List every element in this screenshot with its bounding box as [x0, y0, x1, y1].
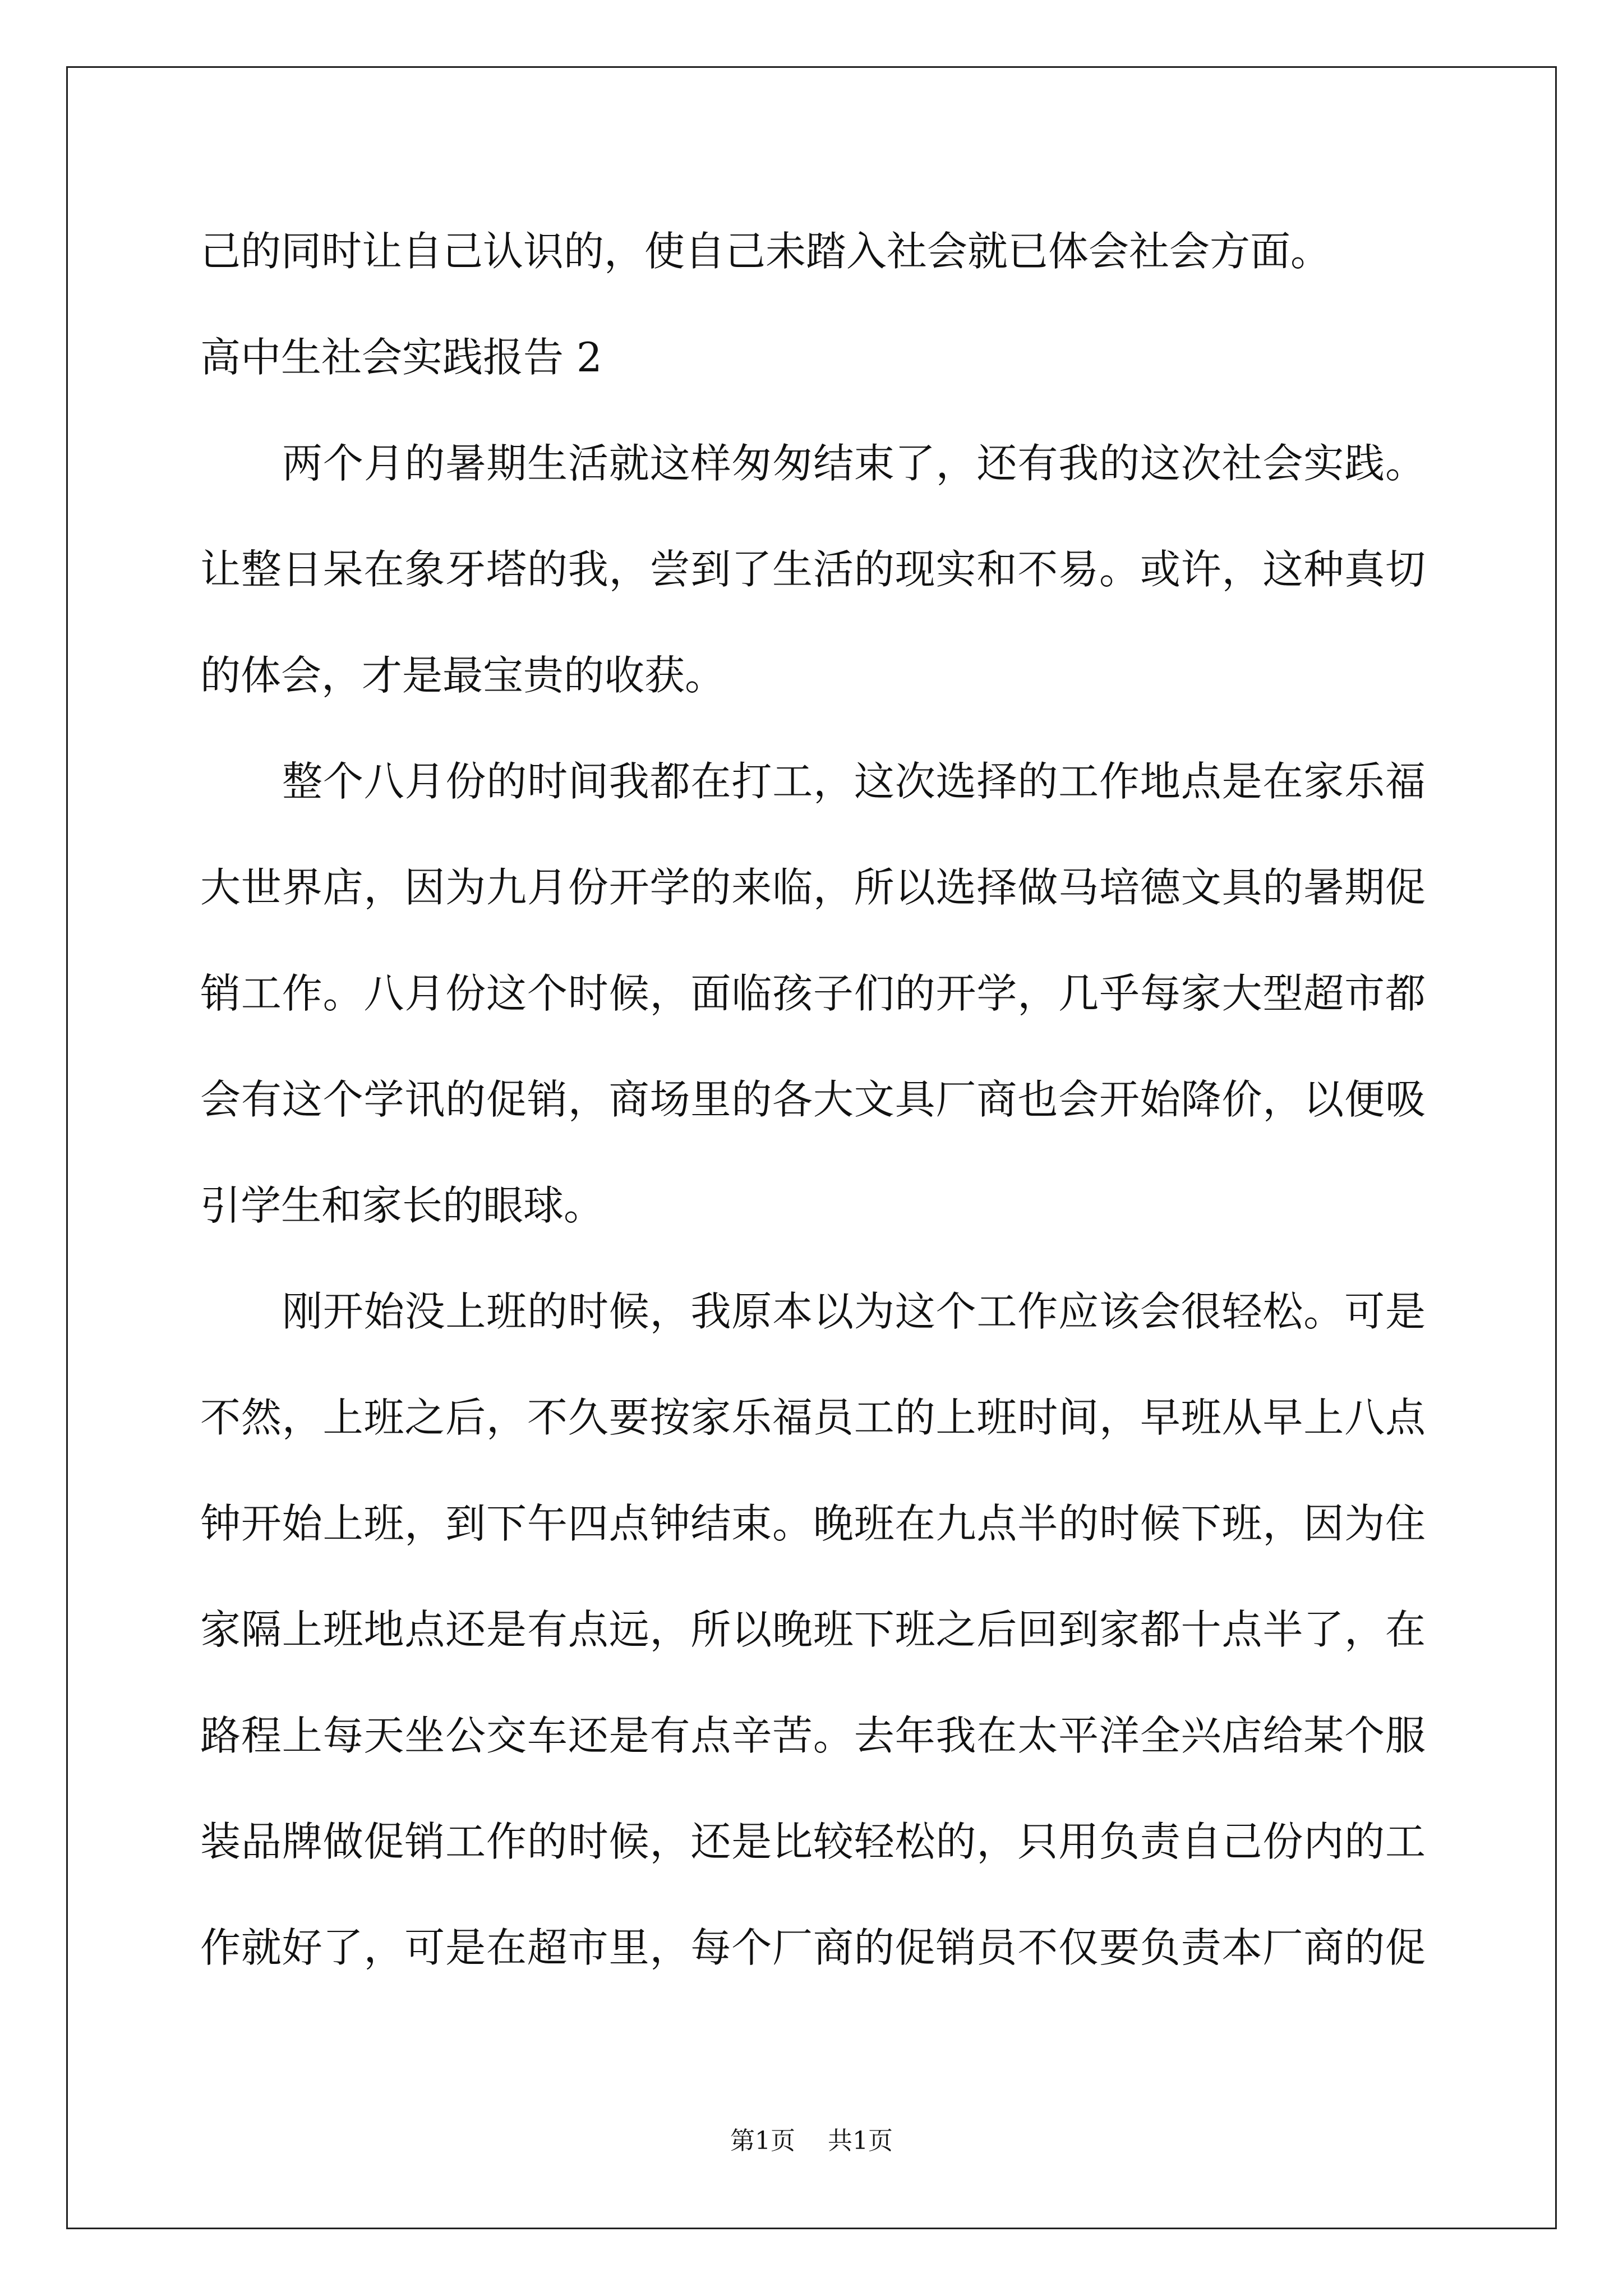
text-line: 路程上每天坐公交车还是有点辛苦。去年我在太平洋全兴店给某个服	[200, 1712, 1426, 1759]
document-body	[200, 199, 1426, 2001]
text-line: 大世界店，因为九月份开学的来临，所以选择做马培德文具的暑期促	[200, 864, 1426, 911]
text-line: 销工作。八月份这个时候，面临孩子们的开学，几乎每家大型超市都	[200, 970, 1426, 1017]
text-line: 的体会，才是最宝贵的收获。	[200, 652, 726, 699]
text-line: 作就好了，可是在超市里，每个厂商的促销员不仅要负责本厂商的促	[200, 1924, 1426, 1971]
text-line: 钟开始上班，到下午四点钟结束。晚班在九点半的时候下班，因为住	[200, 1500, 1426, 1547]
text-line: 家隔上班地点还是有点远，所以晚班下班之后回到家都十点半了，在	[200, 1606, 1426, 1653]
page-number: 第1页	[730, 2127, 795, 2155]
paragraph	[200, 411, 1426, 729]
text-line: 引学生和家长的眼球。	[200, 1182, 605, 1229]
page-footer	[0, 2125, 1623, 2157]
text-line: 刚开始没上班的时候，我原本以为这个工作应该会很轻松。可是	[282, 1288, 1426, 1335]
paragraph	[200, 1259, 1426, 2001]
paragraph	[200, 729, 1426, 1259]
section-heading: 高中生社会实践报告 2	[200, 334, 602, 381]
text-line: 整个八月份的时间我都在打工，这次选择的工作地点是在家乐福	[282, 758, 1426, 805]
text-line: 让整日呆在象牙塔的我，尝到了生活的现实和不易。或许，这种真切	[200, 546, 1426, 593]
text-line: 两个月的暑期生活就这样匆匆结束了，还有我的这次社会实践。	[282, 440, 1426, 487]
text-line: 不然，上班之后，不久要按家乐福员工的上班时间，早班从早上八点	[200, 1394, 1426, 1441]
continuation-line: 己的同时让自己认识的，使自己未踏入社会就已体会社会方面。	[200, 228, 1331, 275]
text-line: 会有这个学讯的促销，商场里的各大文具厂商也会开始降价，以便吸	[200, 1076, 1426, 1123]
page-total: 共1页	[828, 2127, 893, 2155]
text-line: 装品牌做促销工作的时候，还是比较轻松的，只用负责自己份内的工	[200, 1818, 1426, 1865]
